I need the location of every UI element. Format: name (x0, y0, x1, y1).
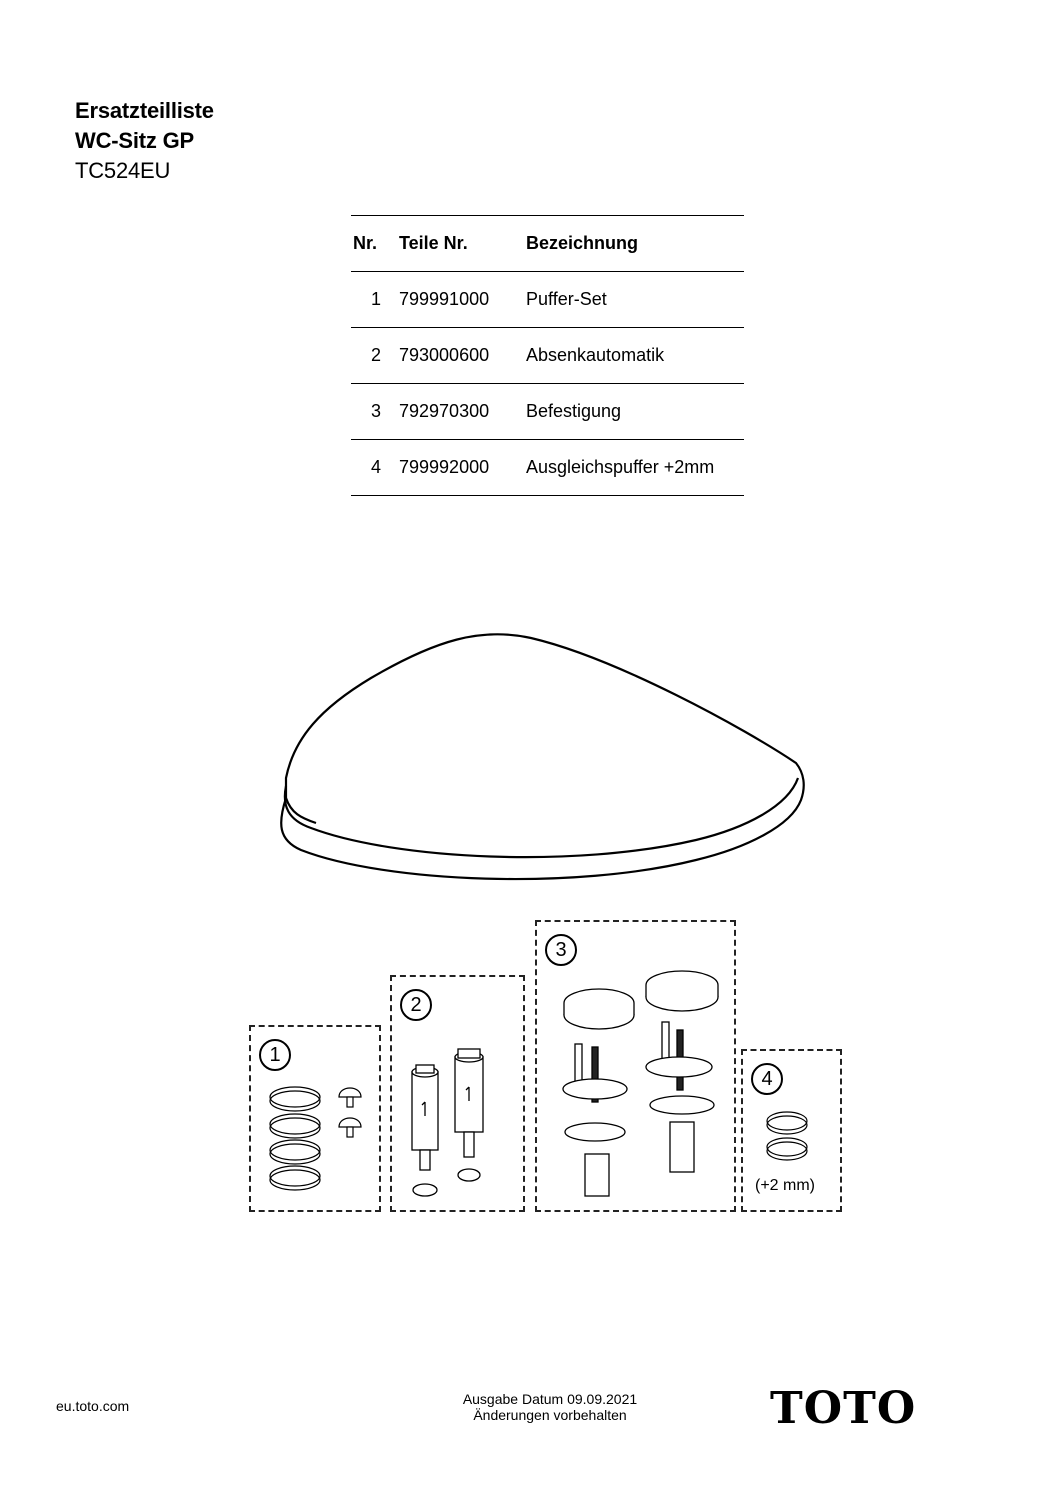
model-number: TC524EU (75, 158, 171, 183)
row-description: Befestigung (526, 384, 744, 440)
row-part-number: 799991000 (399, 272, 526, 328)
row-part-number: 799992000 (399, 440, 526, 496)
parts-box-3 (535, 920, 736, 1212)
website-link[interactable]: eu.toto.com (56, 1398, 130, 1414)
parts-box-2 (390, 975, 525, 1212)
parts-box-4 (741, 1049, 842, 1212)
part-number-circle: 1 (259, 1039, 291, 1071)
issue-info (440, 1391, 660, 1423)
toto-logo: TOTO (770, 1383, 917, 1434)
document-header (75, 96, 214, 186)
mounting-hardware-icon (537, 922, 734, 1210)
table-header-row (351, 216, 744, 272)
part-number-circle: 3 (545, 934, 577, 966)
parts-table (351, 215, 744, 496)
row-part-number: 793000600 (399, 328, 526, 384)
row-nr: 2 (351, 328, 399, 384)
soft-close-hinge-icon (392, 977, 523, 1210)
table-row (351, 328, 744, 384)
document-title: Ersatzteilliste (75, 98, 214, 123)
table-row (351, 384, 744, 440)
product-name: WC-Sitz GP (75, 128, 194, 153)
parts-box-1 (249, 1025, 381, 1212)
column-header-part-number: Teile Nr. (399, 216, 526, 272)
row-description: Ausgleichspuffer +2mm (526, 440, 744, 496)
row-nr: 1 (351, 272, 399, 328)
row-description: Absenkautomatik (526, 328, 744, 384)
row-nr: 3 (351, 384, 399, 440)
toilet-seat-drawing (276, 628, 811, 893)
table-row (351, 272, 744, 328)
part-number-circle: 4 (751, 1063, 783, 1095)
box4-note: (+2 mm) (755, 1177, 815, 1194)
column-header-nr: Nr. (351, 216, 399, 272)
row-description: Puffer-Set (526, 272, 744, 328)
issue-date: Ausgabe Datum 09.09.2021 (462, 1391, 638, 1407)
column-header-description: Bezeichnung (526, 216, 744, 272)
buffer-set-icon (251, 1027, 379, 1210)
table-row (351, 440, 744, 496)
row-nr: 4 (351, 440, 399, 496)
row-part-number: 792970300 (399, 384, 526, 440)
change-notice: Änderungen vorbehalten (473, 1407, 627, 1423)
part-number-circle: 2 (400, 989, 432, 1021)
